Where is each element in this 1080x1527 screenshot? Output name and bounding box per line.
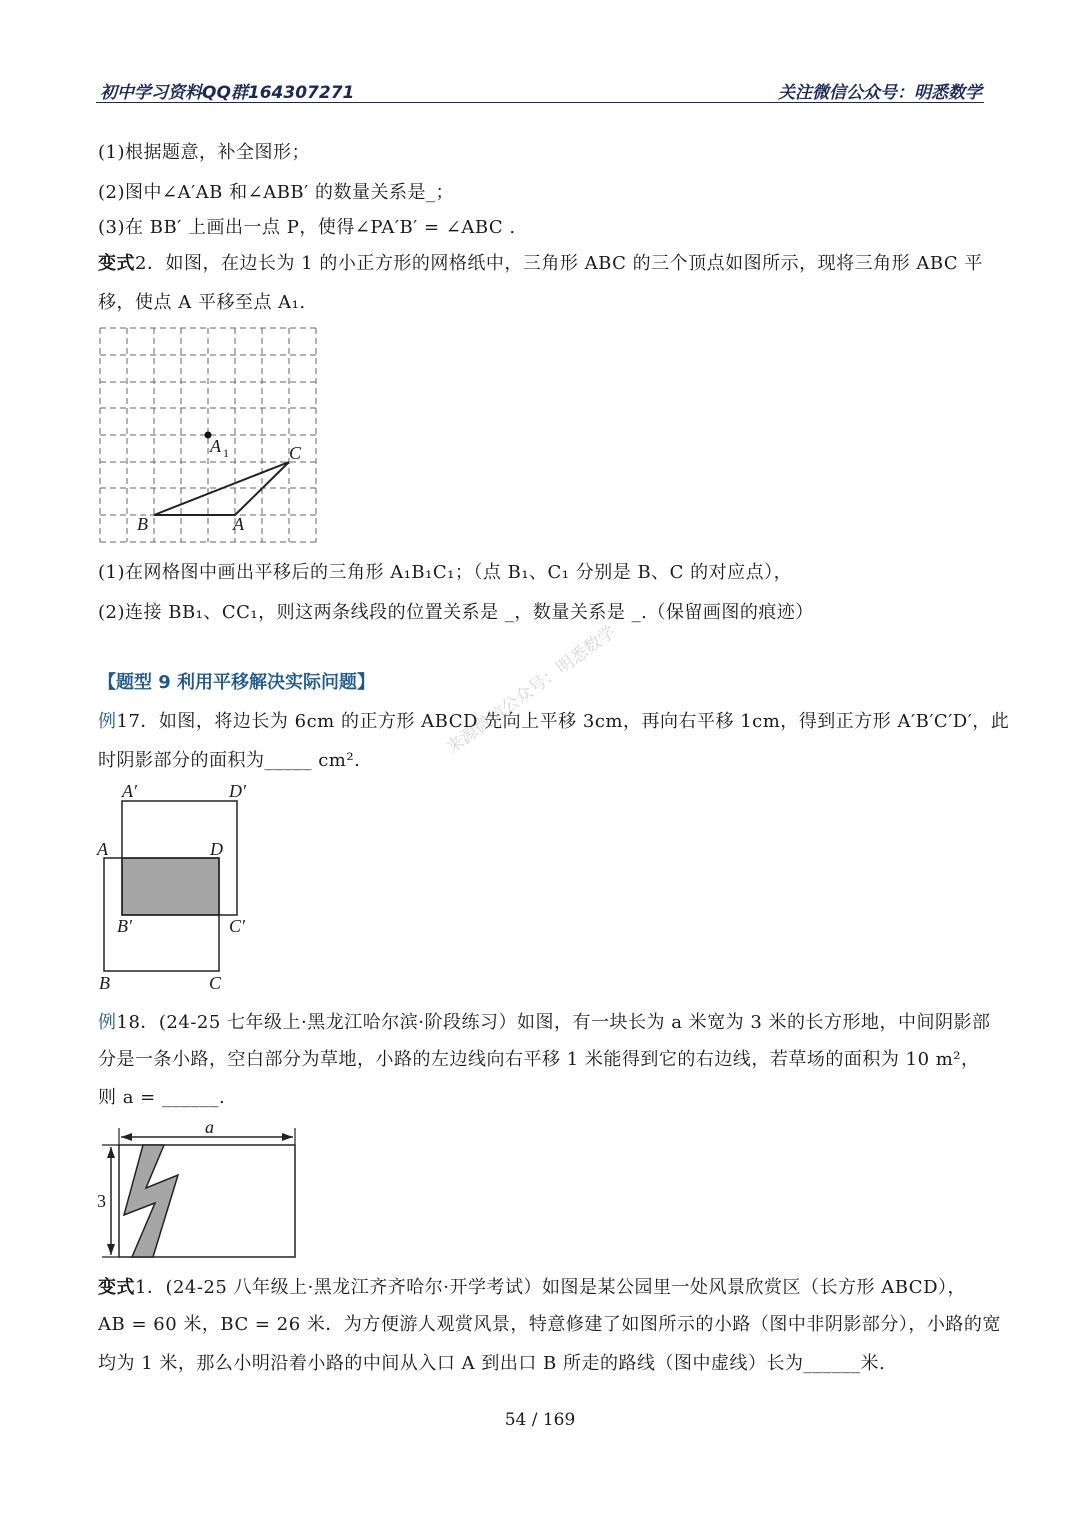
variant-2-question-1: (1)在网格图中画出平移后的三角形 A₁B₁C₁；（点 B₁、C₁ 分别是 B、C 的对应点）， (98, 562, 793, 583)
example-18-text: 18．(24-25 七年级上·黑龙江哈尔滨·阶段练习）如图，有一块长为 a 米宽为 3 米的长方形地，中间阴影部 (116, 1012, 991, 1033)
header-left-text: 初中学习资料QQ群164307271 (100, 83, 355, 103)
watermark: 来源微信公众号：明悉数学 (442, 622, 620, 759)
variant-1-text-cont: AB = 60 米，BC = 26 米．为方便游人观赏风景，特意修建了如图所示的小路（图中非阴影部分），小路的宽 (98, 1314, 1001, 1335)
label-b: B (137, 514, 148, 534)
zigzag-path (124, 1145, 178, 1257)
variant-1-text: 1．(24-25 八年级上·黑龙江齐齐哈尔·开学考试）如图是某公园里一处风景欣赏区（长方形 ABCD）， (135, 1277, 967, 1298)
question-3-line: (3)在 BB′ 上画出一点 P，使得∠PA′B′ = ∠ABC . (98, 217, 516, 238)
example-17-text: 17．如图，将边长为 6cm 的正方形 ABCD 先向上平移 3cm，再向右平移 1cm，得到正方形 A′B′C′D′，此 (116, 711, 1010, 732)
variant-label: 变式 (98, 253, 135, 274)
variant-label: 变式 (98, 1277, 135, 1298)
section-title: 【题型 9 利用平移解决实际问题】 (98, 672, 376, 693)
label-c: C (209, 973, 222, 993)
label-d-prime: D′ (229, 781, 246, 801)
label-a-length: a (205, 1117, 214, 1137)
page-number: 54 / 169 (504, 1410, 576, 1430)
header-right-text: 关注微信公众号：明悉数学 (778, 83, 982, 103)
variant-1-intro (98, 1273, 966, 1299)
label-b: B (99, 973, 110, 993)
example-label: 例 (98, 711, 117, 732)
question-1-line: (1)根据题意，补全图形； (98, 142, 310, 163)
label-b-prime: B′ (117, 916, 132, 936)
example-label: 例 (98, 1012, 117, 1033)
label-a: A (233, 514, 244, 534)
label-width-3: 3 (97, 1191, 106, 1211)
label-c: C (289, 443, 302, 463)
label-a-prime: A′ (122, 781, 137, 801)
question-2-line: (2)图中∠A′AB 和∠ABB′ 的数量关系是_； (98, 182, 454, 203)
label-a1: A (210, 436, 221, 456)
label-d: D (210, 839, 223, 859)
variant-2-text: 2．如图，在边长为 1 的小正方形的网格纸中，三角形 ABC 的三个顶点如图所示，现将三角形 ABC 平 (135, 253, 983, 274)
example-18-text-cont: 分是一条小路，空白部分为草地，小路的左边线向右平移 1 米能得到它的右边线，若草场的面积为 10 m²， (98, 1049, 980, 1070)
label-a: A (97, 839, 108, 859)
label-a1-sub: 1 (223, 446, 229, 460)
example-18-answer-line: 则 a = ______. (98, 1087, 226, 1108)
variant-1-text-end: 均为 1 米，那么小明沿着小路的中间从入口 A 到出口 B 所走的路线（图中虚线）长为______米. (98, 1353, 886, 1374)
variant-2-text-cont: 移，使点 A 平移至点 A₁. (98, 292, 306, 313)
example-17-text-cont: 时阴影部分的面积为_____ cm². (98, 750, 361, 771)
variant-2-question-2: (2)连接 BB₁、CC₁，则这两条线段的位置关系是 _，数量关系是 _.（保留画图的痕迹） (98, 602, 814, 623)
label-c-prime: C′ (229, 916, 245, 936)
